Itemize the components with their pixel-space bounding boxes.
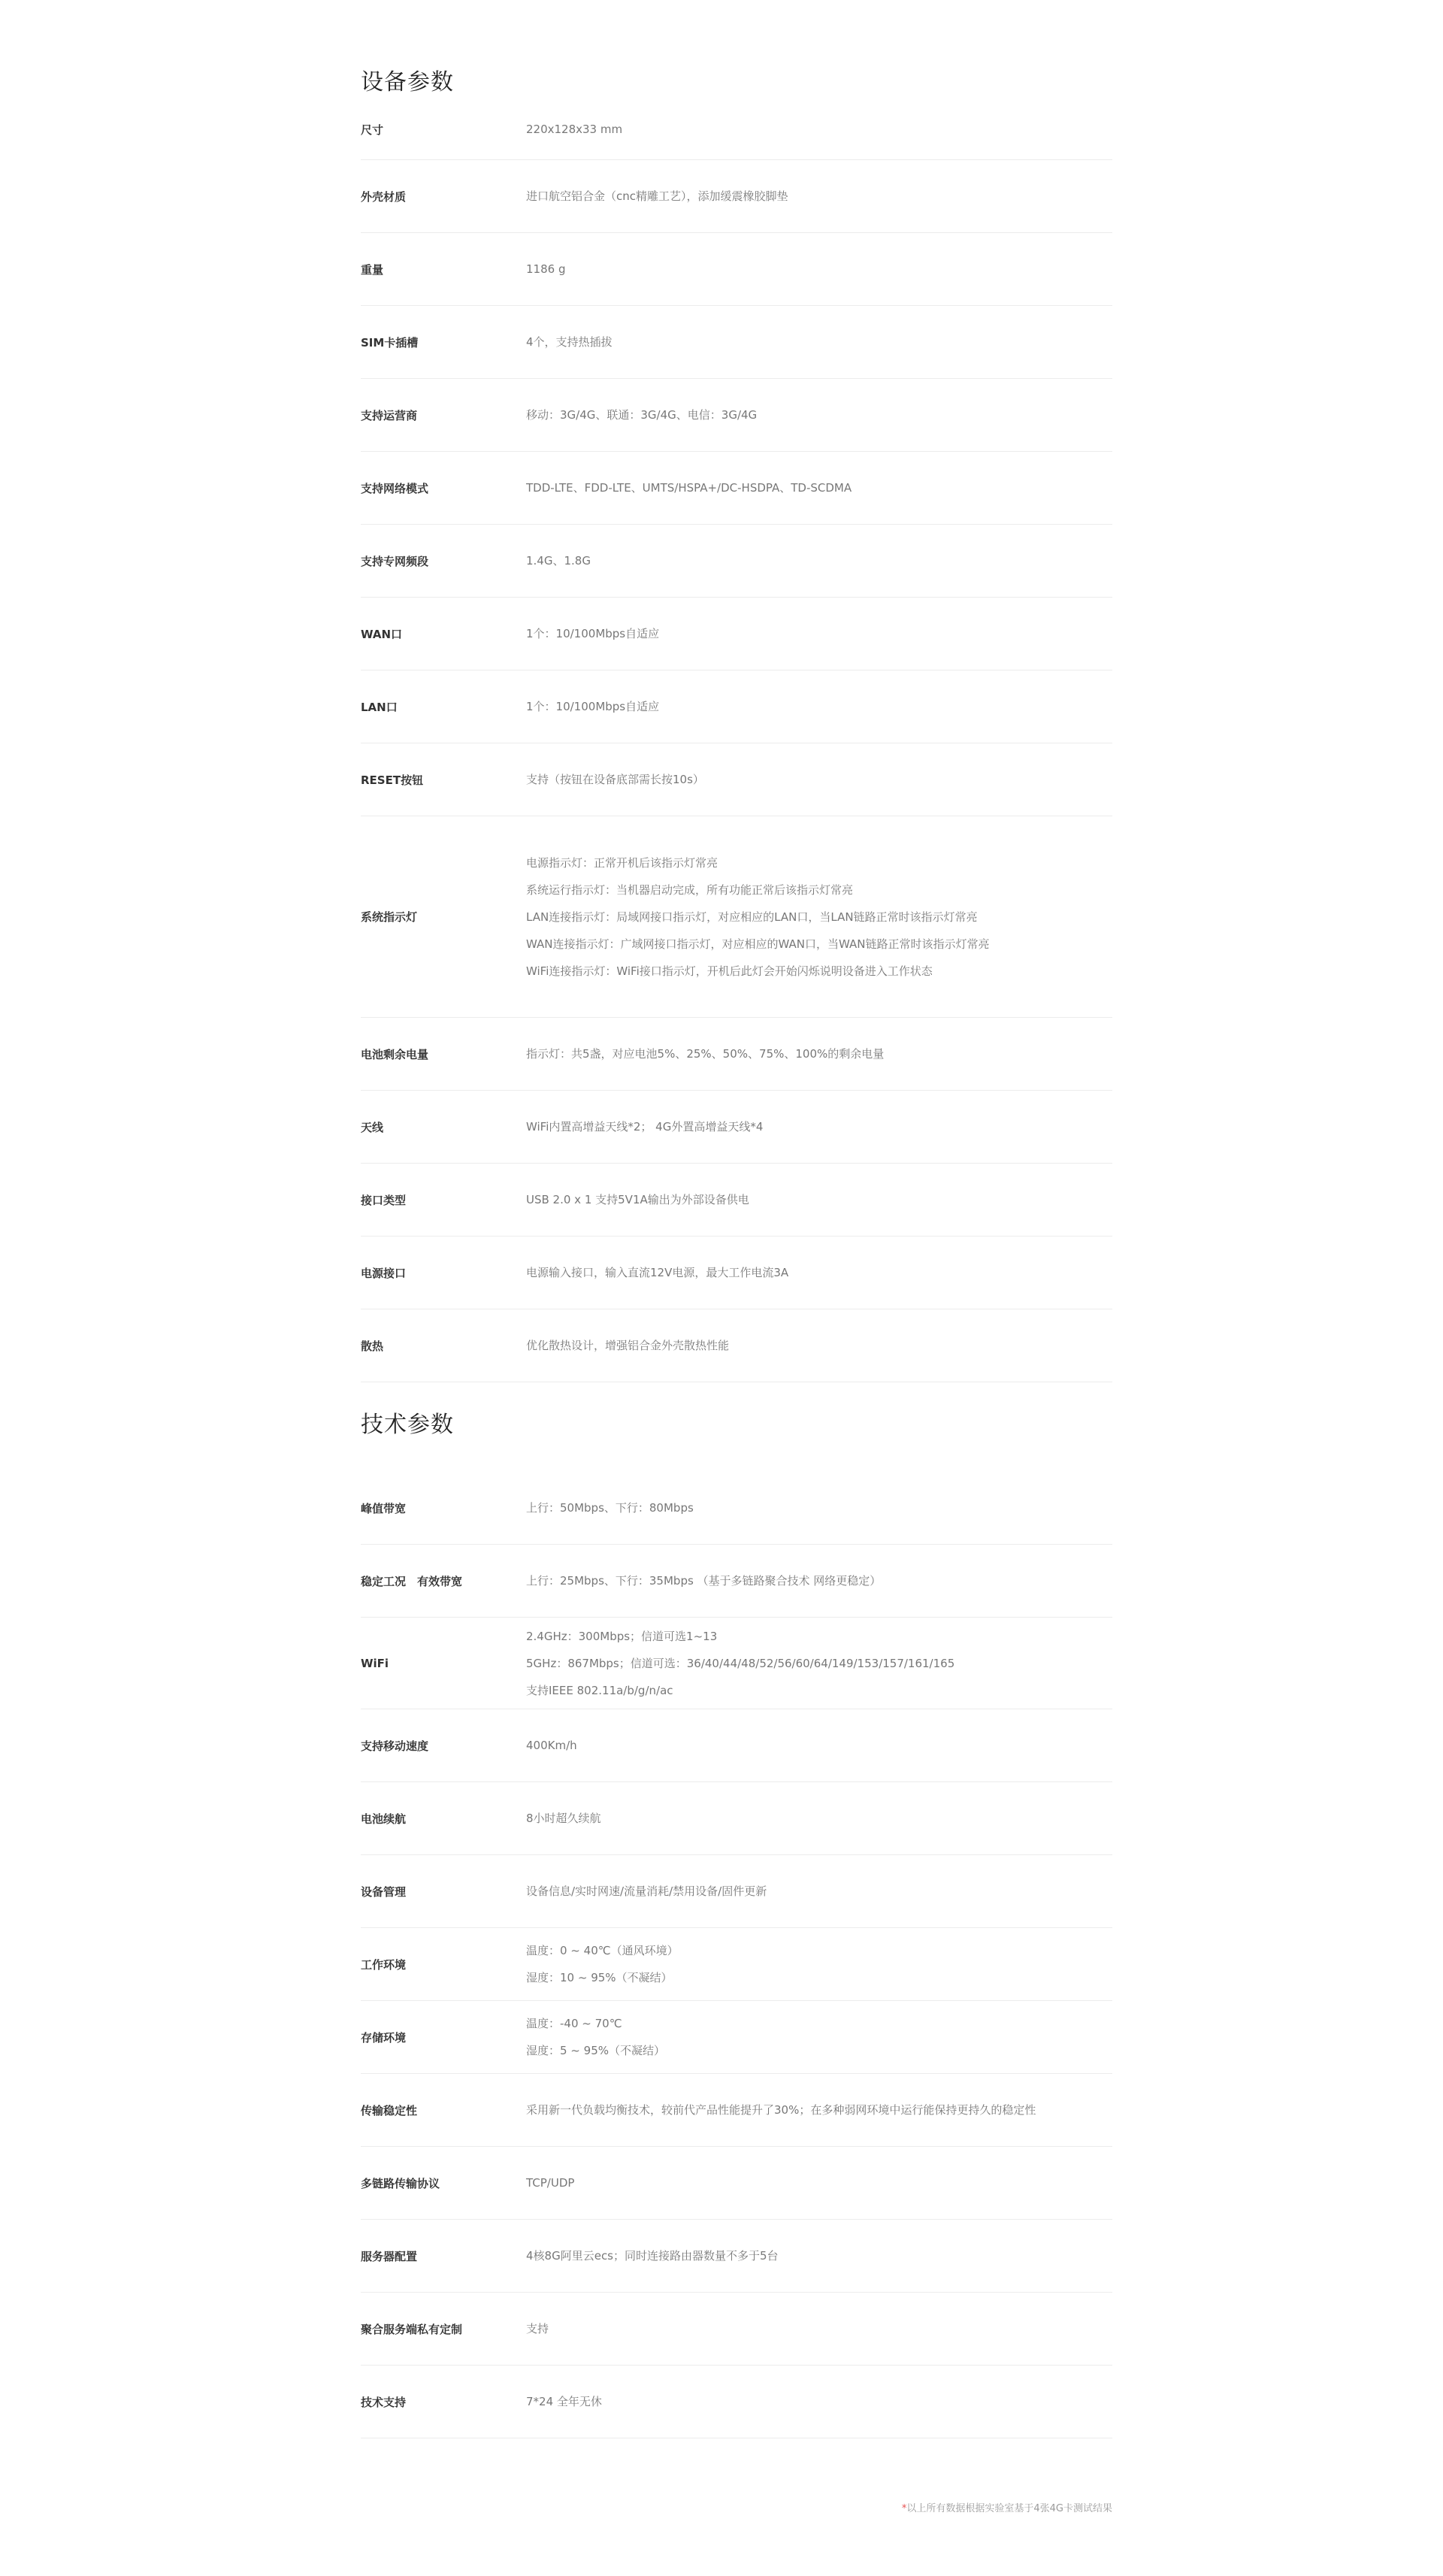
spec-value-line: 2.4GHz：300Mbps；信道可选1~13 [526, 1629, 718, 1643]
spec-value-line: 上行：25Mbps、下行：35Mbps （基于多链路聚合技术 网络更稳定） [526, 1574, 882, 1588]
spec-label: WAN口 [361, 627, 403, 641]
section-title-device-params: 设备参数 [361, 69, 454, 95]
spec-label: 支持移动速度 [361, 1739, 429, 1753]
spec-value-line: 移动：3G/4G、联通：3G/4G、电信：3G/4G [526, 408, 758, 422]
spec-value-line: WAN连接指示灯：广域网接口指示灯，对应相应的WAN口，当WAN链路正常时该指示灯常亮 [526, 937, 990, 951]
table-row [361, 1545, 1112, 1618]
spec-value [526, 1494, 1112, 1521]
spec-label: 存储环境 [361, 2030, 407, 2045]
tech-params-table [361, 1472, 1112, 2438]
spec-value [526, 1567, 1112, 1594]
spec-label: 服务器配置 [361, 2249, 418, 2263]
spec-value [526, 2315, 1112, 2342]
spec-value [526, 620, 1112, 647]
table-row [361, 160, 1112, 233]
spec-label: 尺寸 [361, 123, 384, 137]
spec-value-line: 指示灯：共5盏，对应电池5%、25%、50%、75%、100%的剩余电量 [526, 1047, 885, 1061]
spec-label: 峰值带宽 [361, 1501, 407, 1515]
spec-value [526, 2010, 1112, 2064]
spec-value [526, 1259, 1112, 1286]
spec-label: 系统指示灯 [361, 910, 418, 924]
spec-value-line: 支持 [526, 2322, 549, 2335]
spec-value [526, 2242, 1112, 2269]
spec-label: 技术支持 [361, 2395, 407, 2409]
table-row [361, 452, 1112, 525]
spec-value-line: 温度：0 ~ 40℃（通风环境） [526, 1944, 679, 1957]
spec-value-line: TDD-LTE、FDD-LTE、UMTS/HSPA+/DC-HSDPA、TD-SCDMA [526, 481, 852, 495]
table-row [361, 2074, 1112, 2147]
spec-value [526, 1732, 1112, 1759]
spec-value-line: 设备信息/实时网速/流量消耗/禁用设备/固件更新 [526, 1884, 767, 1898]
spec-label: 天线 [361, 1120, 384, 1134]
table-row [361, 379, 1112, 452]
table-row [361, 1018, 1112, 1091]
table-row [361, 2220, 1112, 2293]
footnote-text: 以上所有数据根据实验室基于4张4G卡测试结果 [906, 2503, 1112, 2514]
spec-label: 多链路传输协议 [361, 2176, 440, 2190]
spec-label: LAN口 [361, 700, 398, 714]
spec-value-line: 湿度：10 ~ 95%（不凝结） [526, 1971, 673, 1984]
spec-label: 聚合服务端私有定制 [361, 2322, 463, 2336]
spec-value-line: 上行：50Mbps、下行：80Mbps [526, 1501, 694, 1515]
spec-value-line: 1个：10/100Mbps自适应 [526, 627, 660, 640]
device-params-table [361, 99, 1112, 1382]
spec-label: 支持运营商 [361, 408, 418, 422]
spec-value-line: LAN连接指示灯：局域网接口指示灯，对应相应的LAN口，当LAN链路正常时该指示灯常亮 [526, 910, 978, 924]
table-row [361, 670, 1112, 743]
table-row [361, 1709, 1112, 1782]
table-row [361, 233, 1112, 306]
spec-value-line: WiFi连接指示灯：WiFi接口指示灯，开机后此灯会开始闪烁说明设备进入工作状态 [526, 964, 933, 978]
spec-value [526, 2096, 1112, 2123]
spec-label: 电池续航 [361, 1812, 407, 1826]
spec-value-line: 1.4G、1.8G [526, 554, 591, 568]
spec-value-line: USB 2.0 x 1 支持5V1A输出为外部设备供电 [526, 1193, 749, 1206]
spec-value-line: 进口航空铝合金（cnc精雕工艺），添加缓震橡胶脚垫 [526, 189, 788, 203]
spec-label: 重量 [361, 262, 384, 277]
spec-value-line: 电源输入接口，输入直流12V电源，最大工作电流3A [526, 1266, 789, 1279]
spec-value [526, 849, 1112, 985]
table-row [361, 1164, 1112, 1237]
spec-value-line: 5GHz：867Mbps；信道可选：36/40/44/48/52/56/60/64/149/153/157/161/165 [526, 1656, 955, 1670]
spec-value-line: 7*24 全年无休 [526, 2395, 602, 2408]
footnote-asterisk: * [901, 2503, 907, 2514]
footnote [902, 2500, 1112, 2514]
spec-value-line: 电源指示灯：正常开机后该指示灯常亮 [526, 855, 718, 870]
spec-value [526, 2388, 1112, 2415]
table-row [361, 1928, 1112, 2001]
table-row [361, 2293, 1112, 2366]
table-row [361, 598, 1112, 670]
spec-value-line: 温度：-40 ~ 70℃ [526, 2017, 622, 2030]
spec-value-line: 400Km/h [526, 1739, 577, 1752]
table-row [361, 2001, 1112, 2074]
table-row [361, 1618, 1112, 1709]
spec-value-line: 1个：10/100Mbps自适应 [526, 700, 660, 713]
spec-label: 外壳材质 [361, 189, 407, 204]
section-title-tech-params: 技术参数 [361, 1412, 454, 1438]
spec-value [526, 183, 1112, 210]
spec-value [526, 1937, 1112, 1991]
table-row [361, 1855, 1112, 1928]
table-row [361, 99, 1112, 160]
table-row [361, 2366, 1112, 2438]
spec-label: WiFi [361, 1656, 389, 1670]
spec-value [526, 256, 1112, 283]
table-row [361, 525, 1112, 598]
spec-value-line: 4个，支持热插拔 [526, 335, 613, 349]
spec-value [526, 1186, 1112, 1213]
spec-value [526, 766, 1112, 793]
spec-value [526, 1040, 1112, 1067]
spec-value [526, 547, 1112, 574]
spec-label: 接口类型 [361, 1193, 407, 1207]
spec-value [526, 2169, 1112, 2196]
spec-value-line: 220x128x33 mm [526, 123, 623, 136]
table-row [361, 1472, 1112, 1545]
spec-value [526, 1878, 1112, 1905]
spec-value-line: 支持IEEE 802.11a/b/g/n/ac [526, 1683, 673, 1697]
spec-value-line: 8小时超久续航 [526, 1812, 601, 1825]
spec-label: 支持专网频段 [361, 554, 429, 568]
spec-value [526, 401, 1112, 428]
spec-value [526, 474, 1112, 501]
spec-value [526, 1332, 1112, 1359]
spec-label: 支持网络模式 [361, 481, 429, 495]
spec-label: SIM卡插槽 [361, 335, 419, 350]
spec-value-line: 4核8G阿里云ecs；同时连接路由器数量不多于5台 [526, 2249, 779, 2263]
spec-label: 稳定工况 有效带宽 [361, 1574, 463, 1588]
spec-label: 设备管理 [361, 1884, 407, 1899]
spec-value-line: 1186 g [526, 262, 566, 276]
spec-value-line: 优化散热设计，增强铝合金外壳散热性能 [526, 1339, 730, 1352]
spec-label: 电源接口 [361, 1266, 407, 1280]
spec-value-line: TCP/UDP [526, 2176, 575, 2190]
table-row [361, 743, 1112, 816]
table-row [361, 1782, 1112, 1855]
spec-label: 传输稳定性 [361, 2103, 418, 2117]
spec-value [526, 1113, 1112, 1140]
spec-value [526, 1623, 1112, 1704]
spec-value-line: WiFi内置高增益天线*2； 4G外置高增益天线*4 [526, 1120, 764, 1134]
table-row [361, 1309, 1112, 1382]
table-row [361, 816, 1112, 1018]
table-row [361, 2147, 1112, 2220]
spec-label: RESET按钮 [361, 773, 424, 787]
spec-label: 电池剩余电量 [361, 1047, 429, 1061]
table-row [361, 1237, 1112, 1309]
spec-value [526, 328, 1112, 356]
spec-value [526, 116, 1112, 143]
table-row [361, 306, 1112, 379]
table-row [361, 1091, 1112, 1164]
spec-value-line: 支持（按钮在设备底部需长按10s） [526, 773, 704, 786]
spec-value [526, 1805, 1112, 1832]
spec-value-line: 湿度：5 ~ 95%（不凝结） [526, 2044, 665, 2057]
spec-label: 散热 [361, 1339, 384, 1353]
spec-label: 工作环境 [361, 1957, 407, 1972]
spec-value-line: 系统运行指示灯：当机器启动完成，所有功能正常后该指示灯常亮 [526, 882, 854, 897]
spec-value [526, 693, 1112, 720]
spec-value-line: 采用新一代负载均衡技术，较前代产品性能提升了30%；在多种弱网环境中运行能保持更持久的稳定性 [526, 2103, 1036, 2117]
